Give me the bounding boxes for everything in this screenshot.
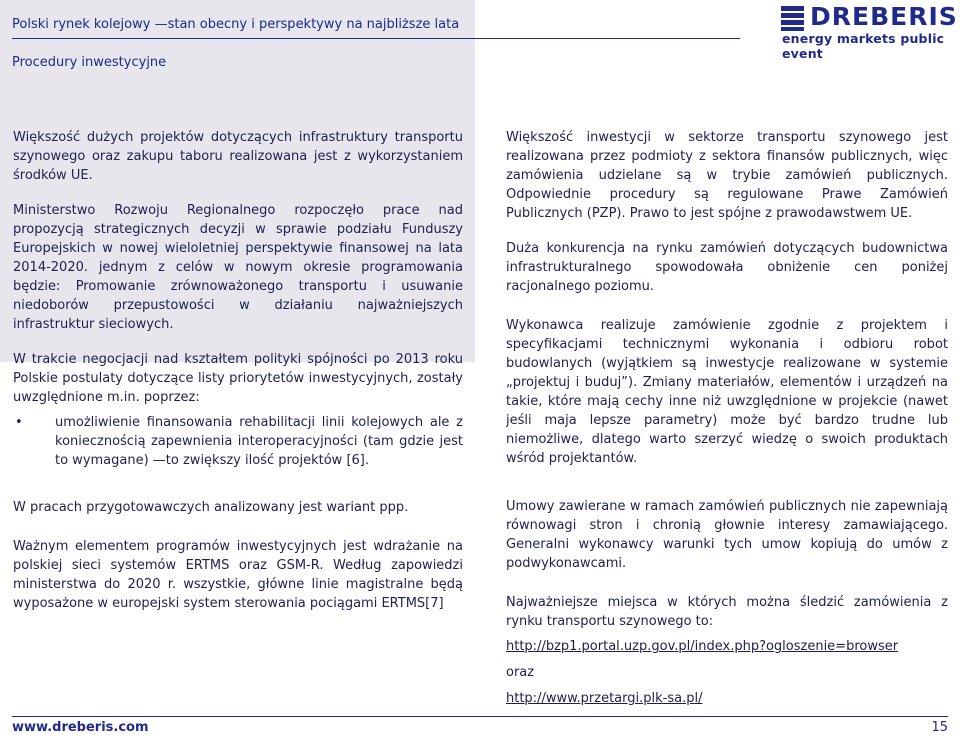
page-number: 15 [931,720,948,735]
logo-mark-icon [781,6,804,31]
paragraph: Większość dużych projektów dotyczących infrastruktury transportu szynowego oraz zakupu taboru realizowana jest z wykorzystaniem środków UE. [13,130,463,183]
bullet-text: umożliwienie finansowania rehabilitacji linii kolejowych ale z koniecznością zapewnienia interoperacyjności (tam gdzie jest to wymagane) —to zwiększy ilość projektów [6]. [55,415,463,468]
bullet-item [13,413,463,470]
logo-tagline: energy markets public event [782,31,945,61]
paragraph: Ważnym elementem programów inwestycyjnych jest wdrażanie na polskiej sieci systemów ERTMS oraz GSM-R. Według zapowiedzi ministerstwa do 2020 r. wszystkie, główne linie magistralne będą wyposażone w europejski system sterowania pociągami ERTMS[7] [13,539,463,611]
link-przetargi[interactable]: http://www.przetargi.plk-sa.pl/ [506,691,703,706]
paragraph: W trakcie negocjacji nad kształtem polityki spójności po 2013 roku Polskie postulaty dotyczące listy priorytetów inwestycyjnych, zostały uwzględnione m.in. poprzez: [13,352,463,405]
right-column-lower [506,497,948,715]
bullet-marker: • [15,415,23,430]
footer-divider [12,716,948,717]
paragraph: Duża konkurencja na rynku zamówień dotyczących budownictwa infrastrukturalnego spowodowała obniżenie cen poniżej racjonalnego poziomu. [506,241,948,294]
paragraph: Ministerstwo Rozwoju Regionalnego rozpoczęło prace nad propozycją strategicznych decyzji w sprawie podziału Funduszy Europejskich w nowej wieloletniej perspektywie finansowej na lata 2014-2020. jednym z celów w nowym okresie programowania będzie: Promowanie zrównoważonego transportu i usuwanie niedoborów przepustowości w działaniu najważniejszych infrastruktur sieciowych. [13,203,463,332]
paragraph: Umowy zawierane w ramach zamówień publicznych nie zapewniają równowagi stron i chronią głownie interesy zamawiającego. Generalni wykonawcy warunki tych umow kopiują do umów z podwykonawcami. [506,499,948,571]
paragraph: Większość inwestycji w sektorze transportu szynowego jest realizowana przez podmioty z sektora finansów publicznych, więc zamówienia udzielane są w trybie zamówień publicznych. Odpowiednie procedury są regulowane Prawe Zamówień Publicznych (PZP). Prawo to jest spójne z prawodawstwem UE. [506,130,948,221]
left-column-lower [13,498,463,629]
paragraph: W pracach przygotowawczych analizowany jest wariant ppp. [13,500,409,515]
left-column-upper [13,128,463,486]
header-divider [12,38,740,39]
conjunction-text: oraz [506,665,535,680]
page-title: Polski rynek kolejowy —stan obecny i perspektywy na najbliższe lata [12,17,460,32]
paragraph: Wykonawca realizuje zamówienie zgodnie z projektem i specyfikacjami technicznymi wykonania i odbioru robot budowlanych (wyjątkiem są inwestycje realizowane w systemie „projektuj i buduj”). Zmiany materiałów, elementów i urządzeń na takie, które mają cechy inne niż uwzględnione w projekcie (nawet jeśli maja lepsze parametry) może być bardzo trudne lub niemożliwe, dlatego warto szerzyć wiedzę o swoich produktach wśród projektantów. [506,318,948,466]
right-column-upper [506,128,948,484]
footer-website[interactable]: www.dreberis.com [12,720,149,735]
section-subtitle: Procedury inwestycyjne [12,55,167,70]
dreberis-logo [781,2,958,61]
link-bzp[interactable]: http://bzp1.portal.uzp.gov.pl/index.php?ogloszenie=browser [506,639,899,654]
logo-wordmark: DREBERIS [810,2,958,31]
paragraph: Najważniejsze miejsca w których można śledzić zamówienia z rynku transportu szynowego to: [506,595,948,629]
